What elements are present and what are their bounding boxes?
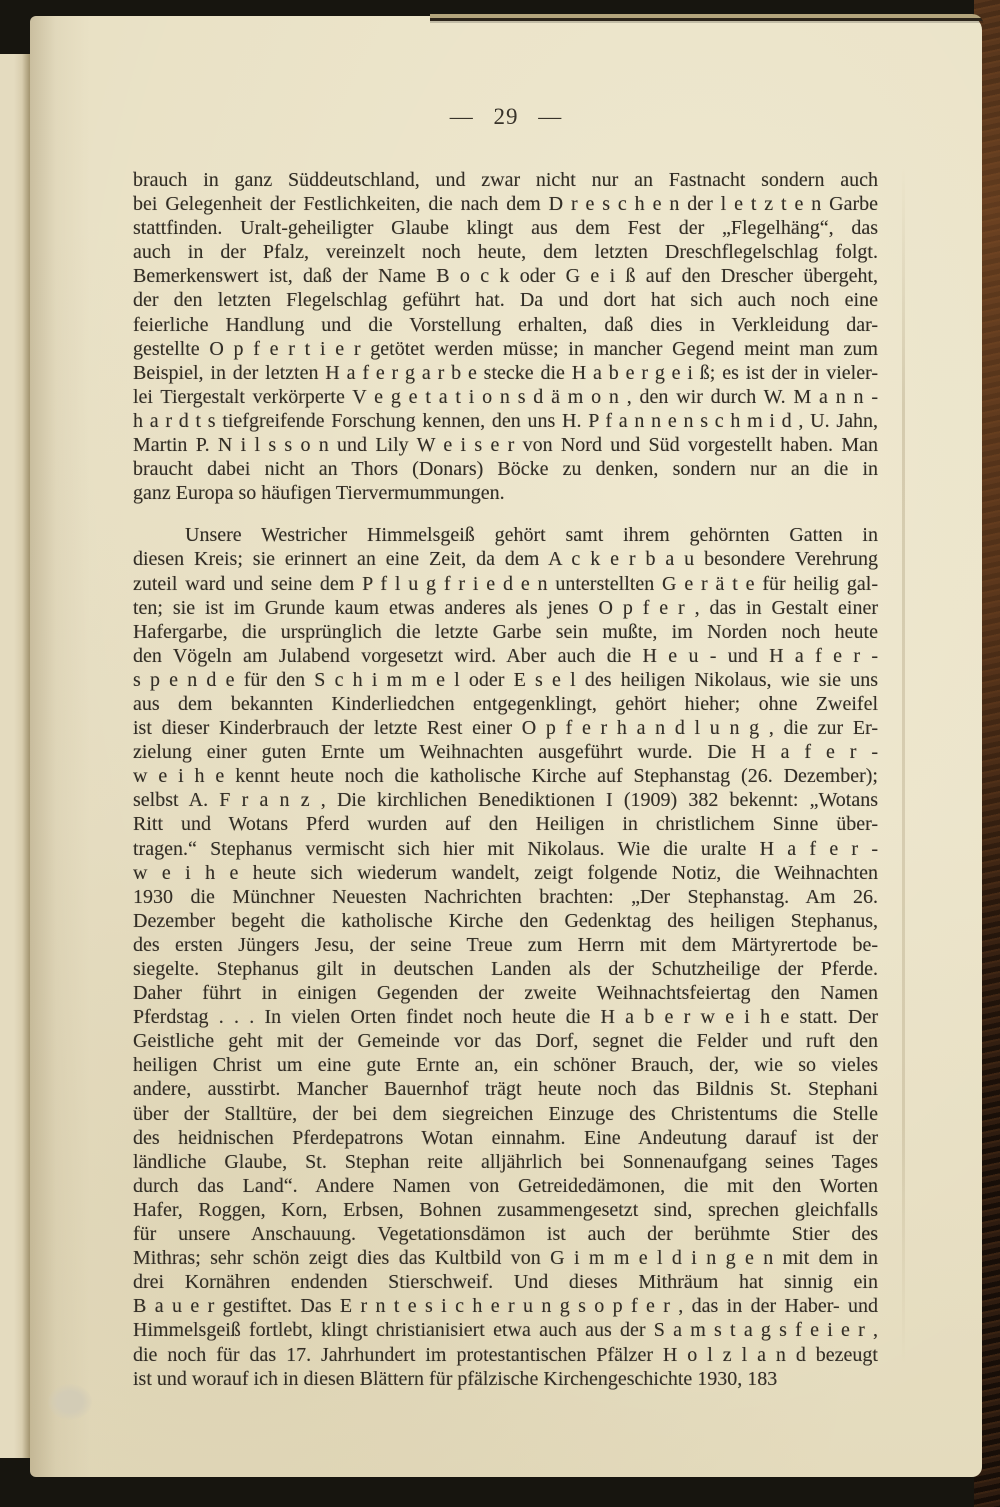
text-line: drei Kornähren endenden Stierschweif. Und dieses Mithräum hat sinnig ein (133, 1271, 878, 1294)
text-line: den Vögeln am Julabend vorgesetzt wird. Aber auch die H e u - und H a f e r - (133, 644, 878, 667)
text-line: Hafergarbe, die ursprünglich die letzte Garbe sein mußte, im Norden noch heute (133, 620, 878, 643)
text-line: Martin P. N i l s s o n und Lily W e i s e r von Nord und Süd vorgestellt haben. Man (133, 434, 878, 457)
text-line: feierliche Handlung und die Vorstellung erhalten, daß dies in Verkleidung dar- (133, 313, 878, 336)
book-page (30, 16, 982, 1477)
page-crease (902, 166, 905, 1366)
page-text-block (133, 168, 878, 1391)
page-number: — 29 — (449, 104, 563, 129)
text-line: des heidnischen Pferdepatrons Wotan einnahm. Eine Andeutung darauf ist der (133, 1126, 878, 1149)
text-line: der den letzten Flegelschlag geführt hat. Da und dort hat sich auch noch eine (133, 289, 878, 312)
text-line: ten; sie ist im Grunde kaum etwas anderes als jenes O p f e r , das in Gestalt einer (133, 596, 878, 619)
text-line: tragen.“ Stephanus vermischt sich hier mit Nikolaus. Wie die uralte H a f e r - (133, 837, 878, 860)
text-line: zielung einer guten Ernte um Weihnachten ausgeführt wurde. Die H a f e r - (133, 741, 878, 764)
text-line: über der Stalltüre, der bei dem siegreichen Einzuge des Christentums die Stelle (133, 1102, 878, 1125)
text-line: diesen Kreis; sie erinnert an eine Zeit, da dem A c k e r b a u besondere Verehrung (133, 548, 878, 571)
text-line: Bemerkenswert ist, daß der Name B o c k oder G e i ß auf den Drescher übergeht, (133, 265, 878, 288)
text-line: Geistliche geht mit der Gemeinde vor das Dorf, segnet die Felder und ruft den (133, 1030, 878, 1053)
text-line: ist dieser Kinderbrauch der letzte Rest einer O p f e r h a n d l u n g , die zur Er- (133, 717, 878, 740)
text-line: h a r d t s tiefgreifende Forschung kennen, den uns H. P f a n n e n s c h m i d , U. Jahn, (133, 409, 878, 432)
text-line: ländliche Glaube, St. Stephan reite alljährlich bei Sonnenaufgang seines Tages (133, 1150, 878, 1173)
text-line: siegelte. Stephanus gilt in deutschen Landen als der Schutzheilige der Pferde. (133, 958, 878, 980)
text-line: andere, ausstirbt. Mancher Bauernhof trägt heute noch das Bildnis St. Stephani (133, 1078, 878, 1101)
text-line: ist und worauf ich in diesen Blättern für pfälzische Kirchengeschichte 1930, 183 (133, 1367, 778, 1390)
text-line: Beispiel, in der letzten H a f e r g a r b e stecke die H a b e r g e i ß; es ist der in vieler- (133, 361, 878, 384)
cover-edge-shadow (430, 14, 984, 27)
text-line: w e i h e heute sich wiederum wandelt, zeigt folgende Notiz, die Weihnachten (133, 861, 878, 884)
text-line: 1930 die Münchner Neuesten Nachrichten brachten: „Der Stephanstag. Am 26. (133, 885, 878, 908)
text-line: Mithras; sehr schön zeigt dies das Kultbild von G i m m e l d i n g e n mit dem in (133, 1247, 878, 1270)
text-line: lei Tiergestalt verkörperte V e g e t a t i o n s d ä m o n , den wir durch W. M a n n - (133, 385, 878, 408)
text-line: Unsere Westricher Himmelsgeiß gehört samt ihrem gehörnten Gatten in (185, 524, 878, 547)
text-line: heiligen Christ um eine gute Ernte an, ein schöner Brauch, der, wie so vieles (133, 1054, 878, 1077)
text-line: durch das Land“. Andere Namen von Getreidedämonen, die mit den Worten (133, 1174, 878, 1197)
text-line: auch in der Pfalz, vereinzelt noch heute, dem letzten Dreschflegelschlag folgt. (133, 241, 878, 264)
text-line: w e i h e kennt heute noch die katholische Kirche auf Stephanstag (26. Dezember); (133, 765, 878, 788)
text-line: Daher führt in einigen Gegenden der zweite Weihnachtsfeiertag den Namen (133, 982, 878, 1005)
text-line: stattfinden. Uralt-geheiligter Glaube klingt aus dem Fest der „Flegelhäng“, das (133, 217, 878, 240)
paragraph-1 (133, 168, 878, 505)
text-line: die noch für das 17. Jahrhundert im protestantischen Pfälzer H o l z l a n d bezeugt (133, 1343, 878, 1366)
text-line: zuteil ward und seine dem P f l u g f r i e d e n unterstellten G e r ä t e für heilig gal- (133, 572, 878, 595)
text-line: Hafer, Roggen, Korn, Erbsen, Bohnen zusammengesetzt sind, sprechen gleichfalls (133, 1198, 878, 1221)
text-line: ganz Europa so häufigen Tiervermummungen. (133, 482, 505, 505)
text-line: B a u e r gestiftet. Das E r n t e s i c h e r u n g s o p f e r , das in der Haber- und (133, 1295, 878, 1318)
text-line: des ersten Jüngers Jesu, der seine Treue zum Herrn mit dem Märtyrertode be- (133, 933, 878, 956)
text-line: braucht dabei nicht an Thors (Donars) Böcke zu denken, sondern nur an die in (133, 458, 878, 481)
text-line: aus dem bekannten Kinderliedchen entgegenklingt, gehört hieher; ohne Zweifel (133, 692, 878, 715)
text-line: für unsere Anschauung. Vegetationsdämon ist auch der berühmte Stier des (133, 1223, 878, 1246)
text-line: s p e n d e für den S c h i m m e l oder E s e l des heiligen Nikolaus, wie sie uns (133, 668, 878, 691)
text-line: Himmelsgeiß fortlebt, klingt christianisiert etwa auch aus der S a m s t a g s f e i e r , (133, 1319, 878, 1342)
text-line: Pferdstag . . . In vielen Orten findet noch heute die H a b e r w e i h e statt. Der (133, 1006, 878, 1029)
text-line: gestellte O p f e r t i e r getötet werden müsse; in mancher Gegend meint man zum (133, 337, 878, 360)
previous-page-edge (0, 54, 34, 1458)
text-line: bei Gelegenheit der Festlichkeiten, die nach dem D r e s c h e n der l e t z t e n Garbe (133, 193, 878, 216)
text-line: selbst A. F r a n z , Die kirchlichen Benediktionen I (1909) 382 bekennt: „Wotans (133, 789, 878, 812)
text-line: brauch in ganz Süddeutschland, und zwar nicht nur an Fastnacht sondern auch (133, 169, 878, 191)
paper-defect (48, 1384, 92, 1420)
text-line: Dezember begeht die katholische Kirche den Gedenktag des heiligen Stephanus, (133, 909, 878, 932)
text-line: Ritt und Wotans Pferd wurden auf den Heiligen in christlichem Sinne über- (133, 813, 878, 836)
paragraph-2 (133, 523, 878, 1390)
